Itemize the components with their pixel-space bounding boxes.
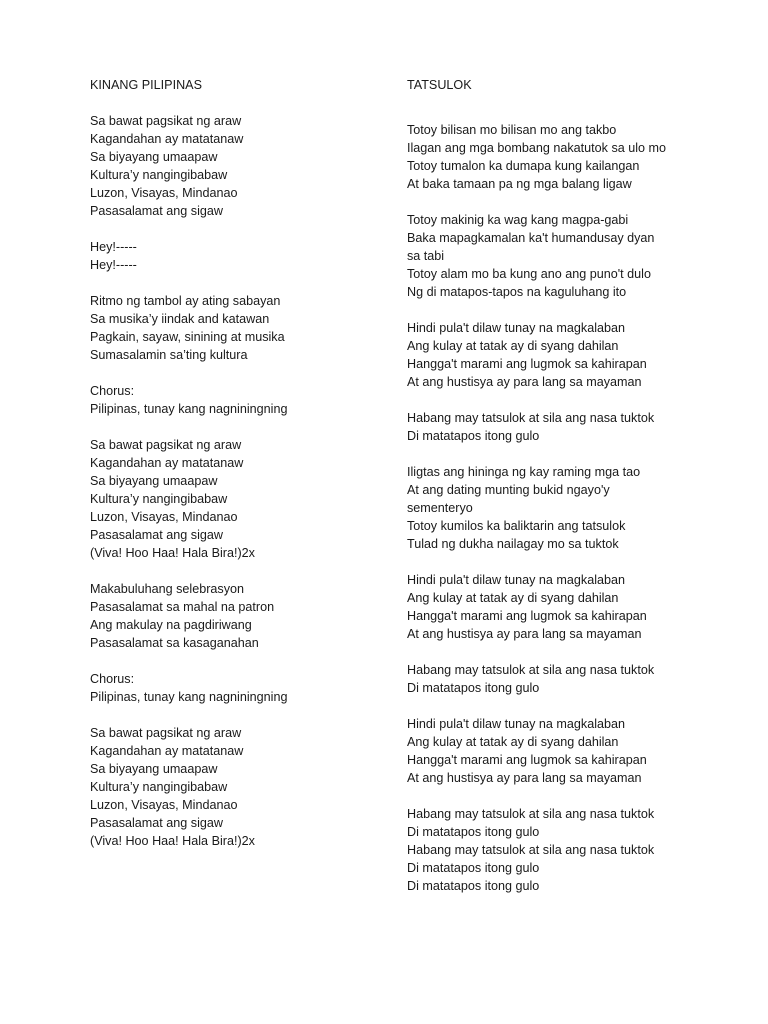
lyric-line: Sa bawat pagsikat ng araw	[90, 726, 242, 740]
lyric-line: Sa biyayang umaapaw	[90, 150, 218, 164]
lyric-line: Habang may tatsulok at sila ang nasa tuktok	[407, 843, 655, 857]
lyric-line: Totoy alam mo ba kung ano ang puno't dulo	[407, 267, 651, 281]
stanza	[90, 382, 380, 418]
lyric-line: Pasasalamat sa mahal na patron	[90, 600, 275, 614]
lyric-line: Hindi pula't dilaw tunay na magkalaban	[407, 321, 626, 335]
lyric-line: Pasasalamat ang sigaw	[90, 204, 224, 218]
lyric-line: Hey!-----	[90, 258, 137, 272]
lyric-line: Totoy makinig ka wag kang magpa-gabi	[407, 213, 629, 227]
lyrics-column-kinang-pilipinas	[90, 76, 380, 868]
stanza-list	[407, 121, 707, 895]
stanza-list	[90, 112, 380, 850]
stanza	[90, 724, 380, 850]
stanza	[90, 580, 380, 652]
lyric-line: At ang hustisya ay para lang sa mayaman	[407, 375, 642, 389]
lyric-line: Pagkain, sayaw, sinining at musika	[90, 330, 285, 344]
lyric-line: Hangga't marami ang lugmok sa kahirapan	[407, 357, 647, 371]
lyric-line: Ang kulay at tatak ay di syang dahilan	[407, 339, 619, 353]
lyric-line: Pilipinas, tunay kang nagniningning	[90, 402, 288, 416]
stanza	[407, 463, 707, 553]
lyric-line: Baka mapagkamalan ka't humandusay dyan	[407, 231, 655, 245]
lyric-line: Ang makulay na pagdiriwang	[90, 618, 252, 632]
lyric-line: Pasasalamat ang sigaw	[90, 816, 224, 830]
lyric-line: Pasasalamat sa kasaganahan	[90, 636, 259, 650]
stanza	[407, 319, 707, 391]
stanza	[407, 571, 707, 643]
lyric-line: Totoy kumilos ka baliktarin ang tatsulok	[407, 519, 626, 533]
stanza	[407, 211, 707, 301]
lyric-line: Hangga't marami ang lugmok sa kahirapan	[407, 609, 647, 623]
lyrics-column-tatsulok	[407, 76, 707, 913]
lyric-line: Sumasalamin sa’ting kultura	[90, 348, 248, 362]
song-title-kinang-pilipinas: KINANG PILIPINAS	[90, 78, 202, 92]
lyric-line: Sa bawat pagsikat ng araw	[90, 114, 242, 128]
lyric-line: (Viva! Hoo Haa! Hala Bira!)2x	[90, 546, 255, 560]
stanza	[407, 805, 707, 895]
stanza	[407, 661, 707, 697]
lyric-line: Sa biyayang umaapaw	[90, 762, 218, 776]
stanza	[90, 238, 380, 274]
stanza	[407, 715, 707, 787]
lyric-line: Sa bawat pagsikat ng araw	[90, 438, 242, 452]
lyric-line: At ang hustisya ay para lang sa mayaman	[407, 771, 642, 785]
lyric-line: At baka tamaan pa ng mga balang ligaw	[407, 177, 632, 191]
lyric-line: Di matatapos itong gulo	[407, 825, 540, 839]
lyric-line: Chorus:	[90, 672, 135, 686]
stanza	[90, 112, 380, 220]
lyric-line: Hindi pula't dilaw tunay na magkalaban	[407, 717, 626, 731]
lyric-line: Di matatapos itong gulo	[407, 861, 540, 875]
lyric-line: Hey!-----	[90, 240, 137, 254]
lyric-line: Ang kulay at tatak ay di syang dahilan	[407, 591, 619, 605]
lyric-line: Di matatapos itong gulo	[407, 429, 540, 443]
lyric-line: Pasasalamat ang sigaw	[90, 528, 224, 542]
lyric-line: At ang hustisya ay para lang sa mayaman	[407, 627, 642, 641]
lyric-line: Ang kulay at tatak ay di syang dahilan	[407, 735, 619, 749]
lyric-line: Sa biyayang umaapaw	[90, 474, 218, 488]
stanza	[407, 409, 707, 445]
lyric-line: Kultura’y nangingibabaw	[90, 780, 228, 794]
lyric-line: Kagandahan ay matatanaw	[90, 456, 244, 470]
song-title-tatsulok: TATSULOK	[407, 78, 472, 92]
lyric-line: Di matatapos itong gulo	[407, 879, 540, 893]
lyric-line: Hangga't marami ang lugmok sa kahirapan	[407, 753, 647, 767]
lyric-line: Ng di matapos-tapos na kaguluhang ito	[407, 285, 627, 299]
lyric-line: Luzon, Visayas, Mindanao	[90, 186, 238, 200]
lyric-line: Habang may tatsulok at sila ang nasa tuktok	[407, 663, 655, 677]
lyric-line: Sa musika’y iindak and katawan	[90, 312, 270, 326]
lyric-line: At ang dating munting bukid ngayo'y	[407, 483, 610, 497]
lyric-line: Makabuluhang selebrasyon	[90, 582, 245, 596]
lyric-line: Ilagan ang mga bombang nakatutok sa ulo mo	[407, 141, 667, 155]
lyric-line: Kultura’y nangingibabaw	[90, 492, 228, 506]
lyric-line: Luzon, Visayas, Mindanao	[90, 510, 238, 524]
lyric-line: Iligtas ang hininga ng kay raming mga tao	[407, 465, 641, 479]
lyric-line: Di matatapos itong gulo	[407, 681, 540, 695]
lyric-line: (Viva! Hoo Haa! Hala Bira!)2x	[90, 834, 255, 848]
lyric-line: Kagandahan ay matatanaw	[90, 132, 244, 146]
lyric-line: Ritmo ng tambol ay ating sabayan	[90, 294, 281, 308]
lyric-line: Totoy tumalon ka dumapa kung kailangan	[407, 159, 640, 173]
stanza	[407, 121, 707, 193]
title-spacer	[407, 94, 707, 121]
lyric-line: Pilipinas, tunay kang nagniningning	[90, 690, 288, 704]
stanza	[90, 436, 380, 562]
lyric-line: Luzon, Visayas, Mindanao	[90, 798, 238, 812]
lyric-line: Kultura’y nangingibabaw	[90, 168, 228, 182]
lyric-line: Tulad ng dukha nailagay mo sa tuktok	[407, 537, 619, 551]
stanza	[90, 670, 380, 706]
title-spacer	[90, 94, 380, 112]
lyric-line: Habang may tatsulok at sila ang nasa tuktok	[407, 807, 655, 821]
lyric-line: sa tabi	[407, 249, 445, 263]
lyric-line: Kagandahan ay matatanaw	[90, 744, 244, 758]
lyric-line: Habang may tatsulok at sila ang nasa tuktok	[407, 411, 655, 425]
lyric-line: Totoy bilisan mo bilisan mo ang takbo	[407, 123, 617, 137]
stanza	[90, 292, 380, 364]
lyric-line: Chorus:	[90, 384, 135, 398]
lyric-line: sementeryo	[407, 501, 473, 515]
lyric-line: Hindi pula't dilaw tunay na magkalaban	[407, 573, 626, 587]
